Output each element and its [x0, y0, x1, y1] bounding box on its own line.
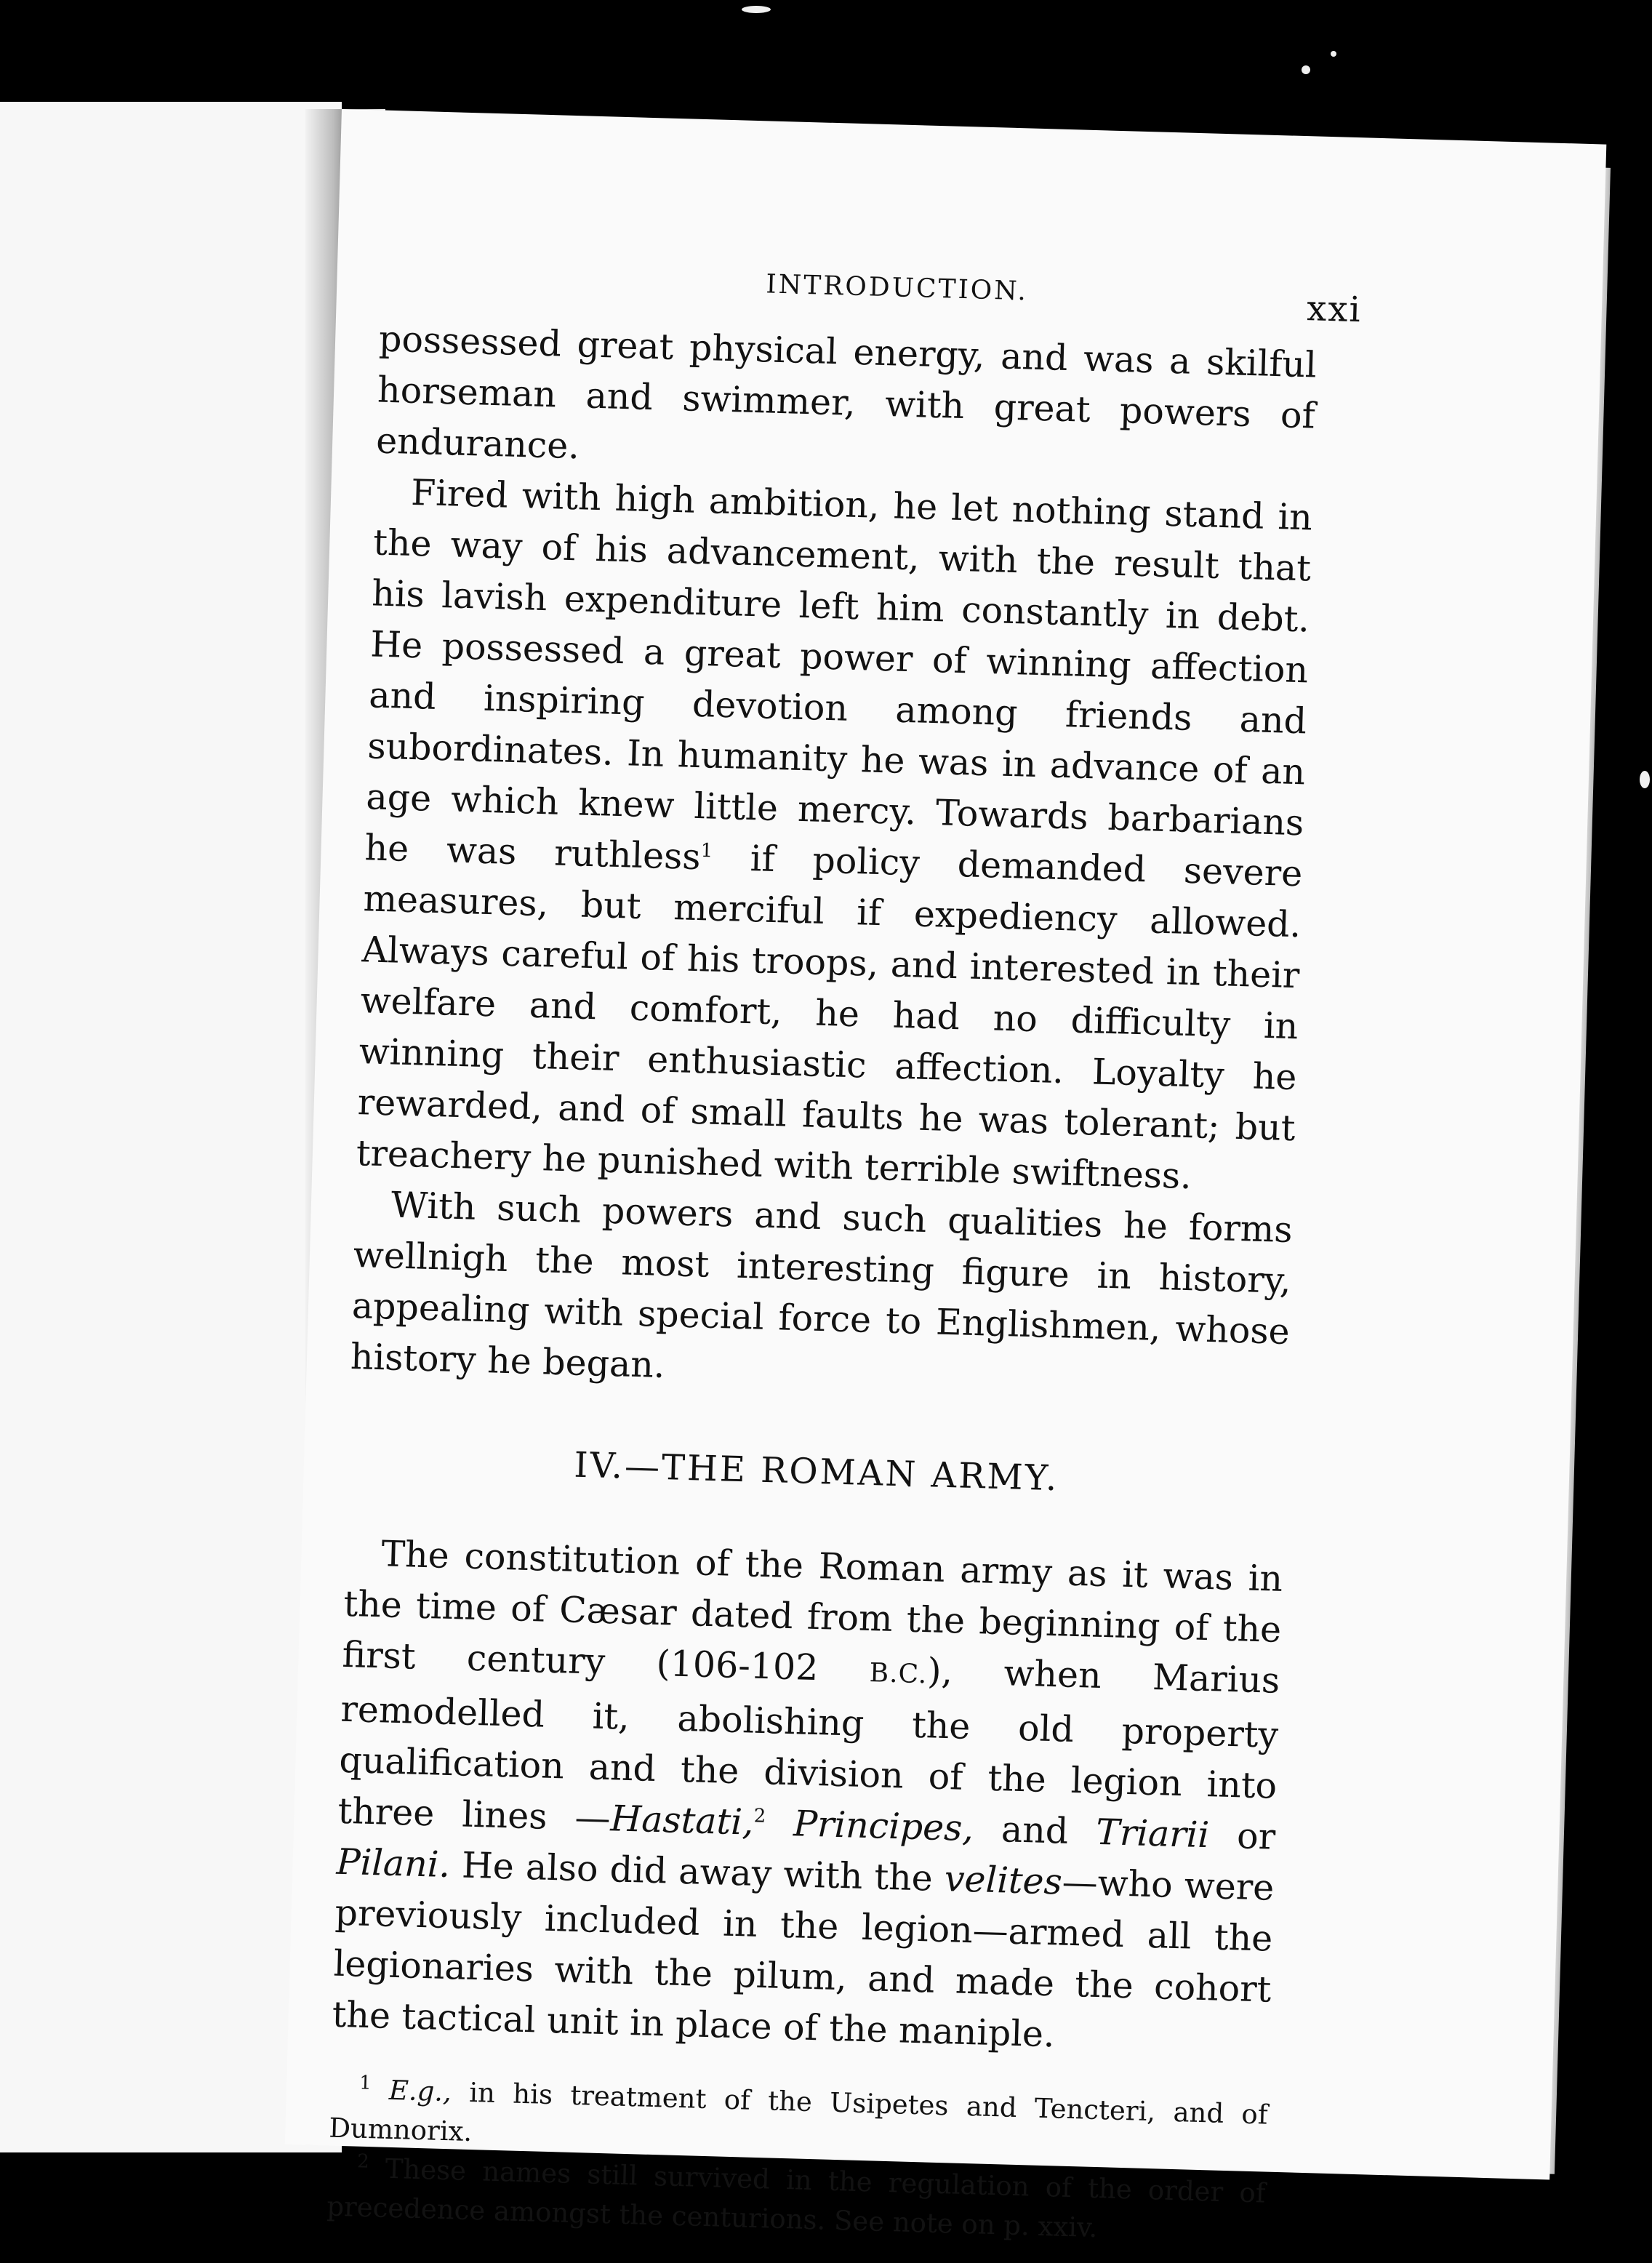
scan-speck	[1331, 51, 1336, 57]
paragraph-character-text: Fired with high ambition, he let nothing stand in the way of his advancement, with the result that his lavish expenditure left him constantly in debt. He possessed a great power of winning affection and inspiring devotion among friends and subordinates. In humanity he was in advance of an age which knew little mercy. Towards barbarians he	[364, 471, 1313, 870]
scan-speck	[1640, 771, 1650, 788]
footnote-1-text: in his treatment of the Usipetes and Tencteri, and of Dumnorix.	[328, 2076, 1269, 2148]
army-text-4: —who were previously included in the legion—armed all the legionaries with the pilum, and made the cohort the tactical unit in place of the maniple.	[332, 1861, 1275, 2056]
footnote-ref-1: 1	[700, 839, 713, 862]
footnote-1-mark: 1	[358, 2072, 372, 2094]
page-number: xxi	[1306, 288, 1363, 331]
paragraph-conclusion: With such powers and such qualities he forms wellnigh the most interesting figure in history, appealing with special force to Englishmen, whose history he began.	[350, 1184, 1294, 1387]
paragraph-character	[356, 466, 1313, 1205]
footnote-ref-2: 2	[753, 1805, 766, 1827]
army-text-3: He also did away with the	[461, 1844, 934, 1899]
army-text-1: The constitution of the Roman army as it was in the time of Cæsar dated from the beginning of the first century (106-102	[341, 1533, 1283, 1689]
book-page	[285, 109, 1607, 2244]
term-pilani: Pilani.	[335, 1841, 451, 1886]
army-or: or	[1236, 1815, 1276, 1858]
scan-speck	[742, 6, 771, 13]
ruthless-text: was ruthless	[446, 829, 702, 878]
left-page-edge	[0, 102, 342, 2152]
footnote-2-mark: 2	[356, 2150, 370, 2173]
running-head-title: INTRODUCTION.	[765, 269, 1029, 307]
footnote-2-text: These names still survived in the regulation of the order of precedence amongst the centurions. See note on p. xxiv.	[326, 2152, 1267, 2244]
section-heading: IV.—THE ROMAN ARMY.	[573, 1444, 1060, 1499]
paragraph-character-rest: if policy demanded severe measures, but merciful if expediency allowed. Always careful of his troops, and interested in their welfare and comfort, he had no difficulty in winning their enthusiastic affection. Loyalty he rewarded, and of small faults he was tolerant; but treachery he punished with terrible swiftness.	[356, 838, 1303, 1198]
army-text-2: ), when Marius remodelled it, abolishing the old property qualification and the division of the legion into three lines —	[337, 1650, 1280, 1840]
paragraph-roman-army	[332, 1528, 1283, 2067]
footnote-1-eg: E.g.,	[388, 2074, 452, 2108]
army-and: and	[1001, 1809, 1069, 1852]
term-velites: velites	[944, 1858, 1063, 1903]
paragraph-continued: possessed great physical energy, and was a skilful horseman and swimmer, with great powers of endurance.	[375, 318, 1318, 468]
scan-speck	[1302, 65, 1310, 74]
term-triarii: Triarii	[1095, 1811, 1210, 1857]
term-hastati: Hastati,	[609, 1798, 755, 1843]
term-principes: Principes,	[793, 1803, 974, 1850]
page-text-block	[326, 249, 1363, 2253]
bc-abbrev: B.C.	[869, 1658, 928, 1690]
